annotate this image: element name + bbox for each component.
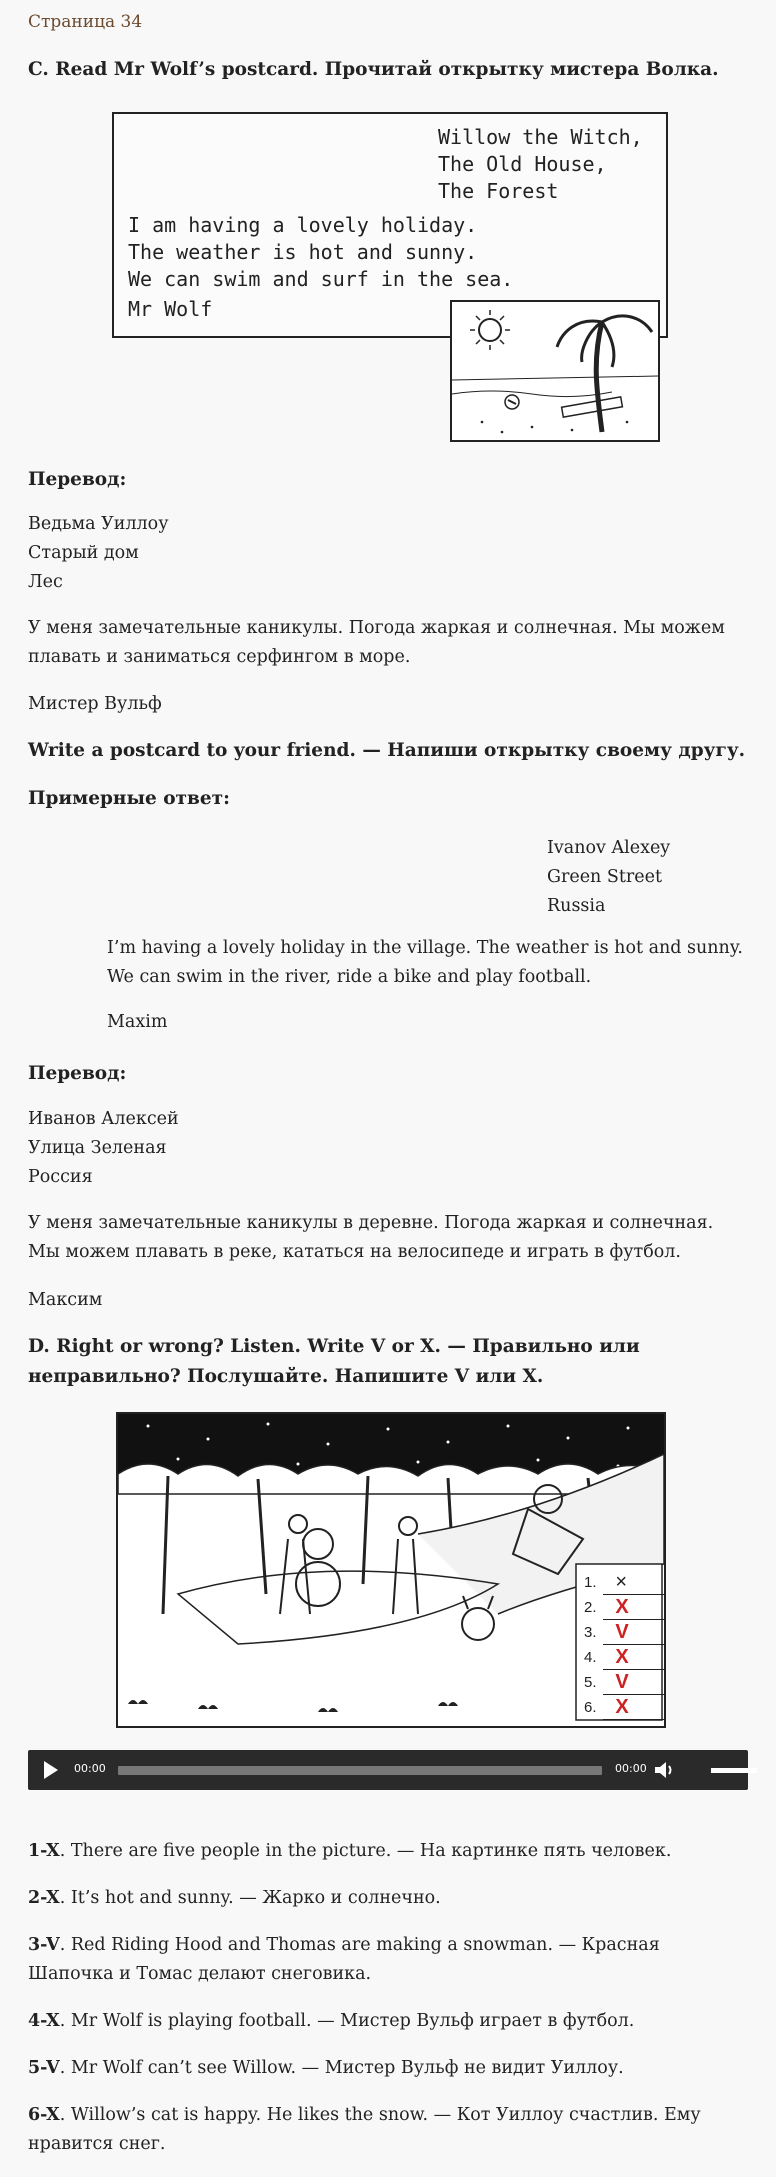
checklist-row — [584, 1670, 664, 1695]
sample-body — [107, 934, 747, 992]
page-number: Страница 34 — [28, 12, 143, 32]
answer-text: . Red Riding Hood and Thomas are making a snowman. — Красная Шапочка и Томас делают снеговика. — [28, 1935, 660, 1984]
postcard-address-line: Willow the Witch, — [438, 125, 643, 149]
translation-address-line: Ведьма Уиллоу — [28, 514, 169, 534]
answer-item — [28, 2101, 748, 2159]
winter-drawing — [118, 1414, 664, 1726]
translation-label: Перевод: — [28, 469, 127, 490]
checklist-row — [584, 1695, 664, 1720]
sample-signature: Maxim — [107, 1012, 168, 1032]
section-c-heading: C. Read Mr Wolf’s postcard. Прочитай открытку мистера Волка. — [28, 59, 719, 80]
checklist-mark: V — [603, 1621, 664, 1645]
beach-drawing — [452, 302, 658, 440]
sample-answer-label: Примерные ответ: — [28, 788, 230, 809]
volume-icon[interactable] — [654, 1761, 676, 1779]
answer-item — [28, 1837, 748, 1866]
task-heading: Write a postcard to your friend. — Напиши открытку своему другу. — [28, 740, 746, 761]
sample-body-line: We can swim in the river, ride a bike and play football. — [107, 967, 592, 987]
translation2-address — [28, 1105, 179, 1192]
answer-key: 3-V — [28, 1935, 60, 1955]
postcard-signature: Mr Wolf — [128, 297, 213, 321]
answer-text: . There are five people in the picture. — На картинке пять человек. — [59, 1841, 672, 1861]
checklist-mark: X — [603, 1696, 664, 1720]
checklist-mark: × — [603, 1571, 664, 1595]
section-d-heading: D. Right or wrong? Listen. Write V or X. — Правильно или неправильно? Послушайте. Напишите V или X. — [28, 1336, 640, 1387]
checklist-row — [584, 1620, 664, 1645]
answer-item — [28, 1884, 748, 1913]
answers-list — [28, 1837, 748, 2177]
audio-player — [28, 1750, 748, 1790]
checklist-mark: X — [603, 1596, 664, 1620]
postcard-address-line: The Old House, — [438, 152, 607, 176]
answer-key: 2-X — [28, 1888, 60, 1908]
postcard-address — [438, 124, 643, 205]
sample-address-line: Green Street — [547, 867, 663, 887]
answer-checklist — [584, 1570, 664, 1720]
sample-address-line: Ivanov Alexey — [547, 838, 671, 858]
answer-text: . It’s hot and sunny. — Жарко и солнечно. — [59, 1888, 441, 1908]
checklist-number: 2. — [584, 1599, 597, 1616]
answer-item — [28, 2054, 748, 2083]
translation2-address-line: Улица Зеленая — [28, 1138, 167, 1158]
sample-address-line: Russia — [547, 896, 606, 916]
progress-bar[interactable] — [118, 1766, 602, 1775]
checklist-number: 4. — [584, 1649, 597, 1666]
translation2-body: У меня замечательные каникулы в деревне. Погода жаркая и солнечная. Мы можем плавать в реке, кататься на велосипеде и играть в футбол. — [28, 1213, 714, 1262]
translation-address-line: Лес — [28, 572, 63, 592]
answer-key: 1-X — [28, 1841, 60, 1861]
beach-picture — [450, 300, 660, 442]
checklist-row — [584, 1595, 664, 1620]
checklist-number: 1. — [584, 1574, 597, 1591]
answer-text: . Willow’s cat is happy. He likes the snow. — Кот Уиллоу счастлив. Ему нравится снег. — [28, 2105, 701, 2154]
answer-item — [28, 1931, 748, 1989]
sample-body-line: I’m having a lovely holiday in the village. The weather is hot and sunny. — [107, 938, 743, 958]
answer-text: . Mr Wolf is playing football. — Мистер Вульф играет в футбол. — [59, 2011, 635, 2031]
checklist-mark: V — [603, 1671, 664, 1695]
translation2-address-line: Иванов Алексей — [28, 1109, 179, 1129]
sample-address — [547, 834, 670, 921]
checklist-row — [584, 1645, 664, 1670]
answer-item — [28, 2007, 748, 2036]
postcard-address-line: The Forest — [438, 179, 559, 203]
current-time: 00:00 — [74, 1762, 106, 1775]
duration: 00:00 — [615, 1762, 647, 1775]
translation2-label: Перевод: — [28, 1063, 127, 1084]
play-icon[interactable] — [44, 1761, 58, 1779]
answer-key: 4-X — [28, 2011, 60, 2031]
translation2-signature: Максим — [28, 1290, 103, 1310]
postcard-image — [112, 112, 668, 338]
answer-text: . Mr Wolf can’t see Willow. — Мистер Вульф не видит Уиллоу. — [59, 2058, 624, 2078]
checklist-number: 5. — [584, 1674, 597, 1691]
checklist-number: 6. — [584, 1699, 597, 1716]
translation-body: У меня замечательные каникулы. Погода жаркая и солнечная. Мы можем плавать и заниматься серфингом в море. — [28, 618, 725, 667]
translation2-address-line: Россия — [28, 1167, 93, 1187]
answer-key: 6-X — [28, 2105, 60, 2125]
postcard-body-line: We can swim and surf in the sea. — [128, 267, 514, 291]
checklist-mark: X — [603, 1646, 664, 1670]
translation-address-line: Старый дом — [28, 543, 139, 563]
winter-picture — [116, 1412, 666, 1728]
checklist-number: 3. — [584, 1624, 597, 1641]
postcard-body-line: The weather is hot and sunny. — [128, 240, 478, 264]
postcard-body-line: I am having a lovely holiday. — [128, 213, 478, 237]
translation-address — [28, 510, 169, 597]
answer-key: 5-V — [28, 2058, 60, 2078]
volume-slider[interactable] — [711, 1768, 757, 1773]
checklist-row — [584, 1570, 664, 1595]
translation-signature: Мистер Вульф — [28, 694, 162, 714]
